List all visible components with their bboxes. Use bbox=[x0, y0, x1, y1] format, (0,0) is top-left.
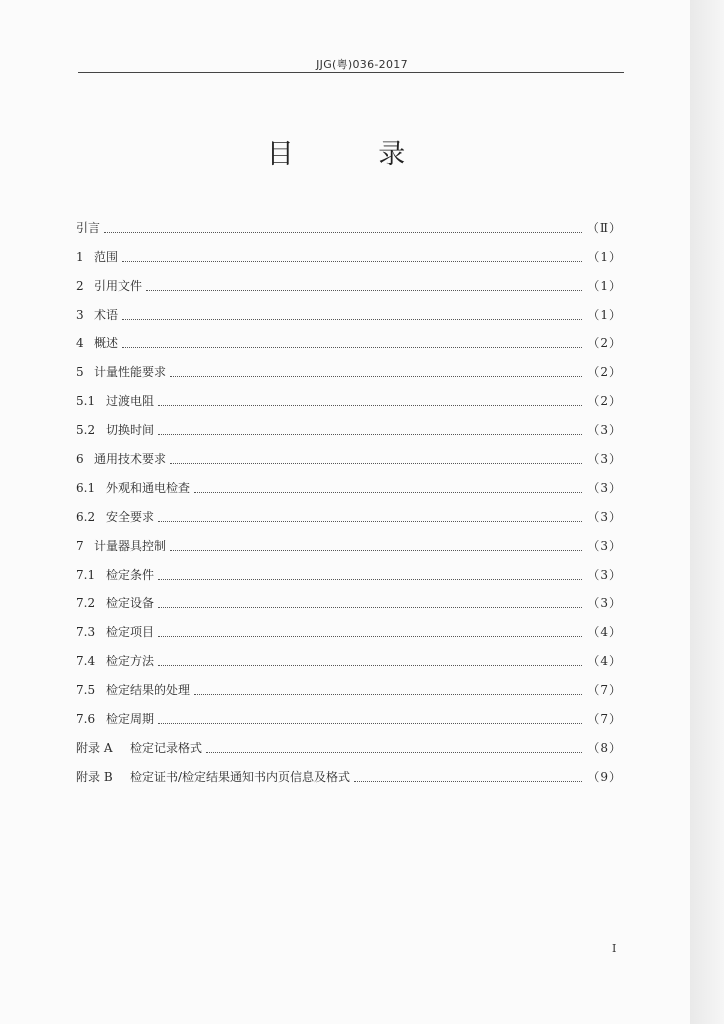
toc-entry-label: 检定项目 bbox=[106, 625, 155, 640]
toc-entry[interactable] bbox=[76, 699, 622, 728]
toc-entry-page: （3） bbox=[587, 509, 622, 524]
toc-entry-page: （1） bbox=[587, 278, 622, 293]
toc-leader-dots bbox=[158, 723, 582, 724]
toc-entry[interactable] bbox=[76, 295, 622, 324]
toc-entry-number: 附录 A bbox=[76, 740, 113, 755]
toc-entry-number: 2 bbox=[76, 278, 84, 293]
toc-entry-label: 检定结果的处理 bbox=[106, 683, 191, 698]
toc-leader-dots bbox=[206, 752, 582, 753]
toc-entry-label: 检定设备 bbox=[106, 596, 155, 611]
toc-entry[interactable] bbox=[76, 526, 622, 555]
toc-entry[interactable] bbox=[76, 612, 622, 641]
page-number: Ⅰ bbox=[612, 942, 617, 955]
toc-entry-page: （3） bbox=[587, 480, 622, 495]
toc-entry[interactable] bbox=[76, 381, 622, 410]
toc-entry-label: 引言 bbox=[76, 220, 101, 235]
toc-entry[interactable] bbox=[76, 208, 622, 237]
toc-entry[interactable] bbox=[76, 555, 622, 584]
toc-entry-page: （3） bbox=[587, 452, 622, 467]
toc-entry-page: （2） bbox=[587, 365, 622, 380]
toc-leader-dots bbox=[158, 665, 582, 666]
toc-entry-label: 安全要求 bbox=[106, 509, 155, 524]
toc-leader-dots bbox=[158, 405, 582, 406]
toc-leader-dots bbox=[122, 261, 582, 262]
toc-entry-page: （4） bbox=[587, 654, 622, 669]
toc-leader-dots bbox=[158, 521, 582, 522]
toc-entry-page: （7） bbox=[587, 683, 622, 698]
toc-entry[interactable] bbox=[76, 641, 622, 670]
toc-leader-dots bbox=[104, 232, 582, 233]
toc-entry-label: 外观和通电检查 bbox=[106, 480, 191, 495]
toc-entry-page: （2） bbox=[587, 394, 622, 409]
toc-entry-page: （9） bbox=[587, 769, 622, 784]
toc-leader-dots bbox=[354, 781, 582, 782]
toc-leader-dots bbox=[194, 694, 582, 695]
toc-entry-label: 概述 bbox=[94, 336, 119, 351]
toc-entry-number: 7.4 bbox=[76, 654, 96, 669]
toc-entry[interactable] bbox=[76, 497, 622, 526]
toc-entry-page: （3） bbox=[587, 596, 622, 611]
toc-entry-page: （Ⅱ） bbox=[586, 220, 622, 235]
toc-entry-label: 切换时间 bbox=[106, 423, 155, 438]
toc-entry[interactable] bbox=[76, 670, 622, 699]
toc-entry-page: （3） bbox=[587, 567, 622, 582]
toc-leader-dots bbox=[170, 376, 582, 377]
toc-entry-label: 检定方法 bbox=[106, 654, 155, 669]
toc-leader-dots bbox=[122, 347, 582, 348]
toc-entry-number: 7 bbox=[76, 538, 84, 553]
toc-entry-number: 4 bbox=[76, 336, 84, 351]
toc-entry-number: 附录 B bbox=[76, 769, 113, 784]
toc-entry-label: 范围 bbox=[94, 249, 119, 264]
toc-entry-number: 5 bbox=[76, 365, 84, 380]
toc-entry-number: 7.6 bbox=[76, 712, 96, 727]
toc-entry-label: 检定记录格式 bbox=[130, 740, 203, 755]
toc-leader-dots bbox=[170, 550, 582, 551]
toc-leader-dots bbox=[194, 492, 582, 493]
table-of-contents bbox=[76, 208, 622, 786]
page-title: 目 录 bbox=[266, 139, 444, 170]
toc-entry-page: （4） bbox=[587, 625, 622, 640]
toc-entry-page: （1） bbox=[587, 307, 622, 322]
toc-leader-dots bbox=[158, 636, 582, 637]
toc-entry-number: 3 bbox=[76, 307, 84, 322]
toc-leader-dots bbox=[158, 434, 582, 435]
toc-entry-page: （8） bbox=[587, 740, 622, 755]
toc-entry-number: 7.2 bbox=[76, 596, 96, 611]
toc-entry-label: 引用文件 bbox=[94, 278, 143, 293]
toc-leader-dots bbox=[146, 290, 582, 291]
toc-entry[interactable] bbox=[76, 728, 622, 757]
toc-entry-label: 计量器具控制 bbox=[94, 538, 167, 553]
toc-entry-page: （2） bbox=[587, 336, 622, 351]
toc-entry-number: 6.2 bbox=[76, 509, 96, 524]
toc-entry[interactable] bbox=[76, 439, 622, 468]
toc-entry[interactable] bbox=[76, 757, 622, 786]
toc-entry-number: 6 bbox=[76, 452, 84, 467]
adjacent-page-edge bbox=[690, 0, 724, 1024]
toc-entry-label: 通用技术要求 bbox=[94, 452, 167, 467]
toc-entry-number: 5.1 bbox=[76, 394, 96, 409]
standard-code-header: JJG(粤)036-2017 bbox=[316, 58, 408, 71]
toc-entry-label: 过渡电阻 bbox=[106, 394, 155, 409]
toc-entry-label: 计量性能要求 bbox=[94, 365, 167, 380]
toc-entry[interactable] bbox=[76, 584, 622, 613]
header-rule bbox=[78, 72, 624, 73]
toc-entry[interactable] bbox=[76, 352, 622, 381]
toc-leader-dots bbox=[122, 319, 582, 320]
toc-leader-dots bbox=[158, 579, 582, 580]
toc-entry-number: 6.1 bbox=[76, 480, 96, 495]
toc-entry-number: 1 bbox=[76, 249, 84, 264]
toc-entry-page: （1） bbox=[587, 249, 622, 264]
toc-entry-page: （3） bbox=[587, 423, 622, 438]
toc-entry-label: 检定条件 bbox=[106, 567, 155, 582]
toc-entry-label: 检定证书/检定结果通知书内页信息及格式 bbox=[130, 769, 351, 784]
toc-entry[interactable] bbox=[76, 324, 622, 353]
toc-entry-number: 7.3 bbox=[76, 625, 96, 640]
toc-entry[interactable] bbox=[76, 237, 622, 266]
toc-leader-dots bbox=[158, 607, 582, 608]
toc-entry-page: （7） bbox=[587, 712, 622, 727]
toc-entry-label: 检定周期 bbox=[106, 712, 155, 727]
toc-entry[interactable] bbox=[76, 266, 622, 295]
toc-entry-page: （3） bbox=[587, 538, 622, 553]
toc-entry-number: 7.5 bbox=[76, 683, 96, 698]
toc-entry-number: 7.1 bbox=[76, 567, 96, 582]
toc-entry[interactable] bbox=[76, 410, 622, 439]
toc-leader-dots bbox=[170, 463, 582, 464]
toc-entry-number: 5.2 bbox=[76, 423, 96, 438]
toc-entry-label: 术语 bbox=[94, 307, 119, 322]
toc-entry[interactable] bbox=[76, 468, 622, 497]
